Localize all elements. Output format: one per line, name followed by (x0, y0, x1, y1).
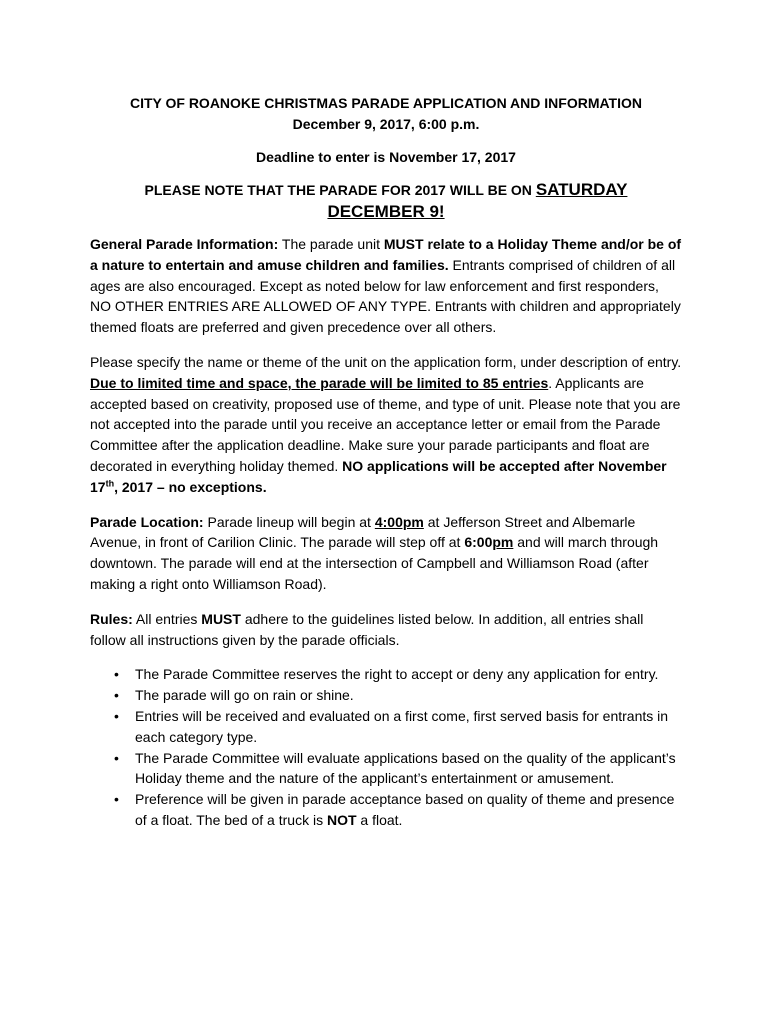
rule-text: Preference will be given in parade acceptance based on quality of theme and presence of a float. The bed of a truck is (135, 791, 675, 828)
document-title (90, 93, 682, 135)
no-applications-text: NO applications will be accepted after November 17 (90, 457, 667, 495)
bullet-icon: • (114, 666, 119, 683)
notice-date: DECEMBER 9! (327, 202, 445, 221)
step-off-time: 6:00 (464, 534, 493, 551)
specify-text-1: Please specify the name or theme of the unit on the application form, under description of entry. (90, 353, 682, 370)
rules-list (90, 664, 682, 830)
location-text-1: Parade lineup will begin at (203, 513, 375, 530)
location-text-3: and will march through downtown. The parade will end at the intersection of Campbell and Williamson Road (after making a right onto Williamson Road). (90, 534, 659, 592)
location-label: Parade Location: (90, 513, 204, 530)
superscript-th: th (105, 478, 115, 489)
rules-paragraph (90, 609, 682, 651)
list-item (114, 748, 682, 790)
title-line: CITY OF ROANOKE CHRISTMAS PARADE APPLICATION AND INFORMATION (129, 95, 643, 111)
rule-text-end: a float. (356, 811, 403, 828)
deadline-line: Deadline to enter is November 17, 2017 (256, 149, 516, 165)
general-text-1: The parade unit (278, 236, 384, 252)
rule-text: The Parade Committee will evaluate applications based on the quality of the applicant’s Holiday theme and the nature of the applicant’s entertainment or amusement. (135, 749, 676, 787)
list-item (114, 664, 682, 685)
rule-text: The Parade Committee reserves the right to accept or deny any application for entry. (135, 666, 659, 683)
general-info-label: General Parade Information: (90, 236, 279, 252)
entry-limit-text: Due to limited time and space, the parade will be limited to 85 entries (90, 374, 549, 391)
bullet-icon: • (114, 707, 119, 724)
location-paragraph (90, 512, 682, 595)
specify-paragraph (90, 352, 682, 498)
parade-date: December 9, 2017, 6:00 p.m. (292, 116, 480, 132)
notice-day: SATURDAY (535, 180, 628, 199)
step-off-pm: pm (492, 534, 514, 551)
rule-not-emphasis: NOT (326, 811, 357, 828)
bullet-icon: • (114, 791, 119, 808)
list-item (114, 789, 682, 831)
rules-must: MUST (201, 610, 241, 627)
saturday-notice (90, 180, 682, 224)
specify-text-2: . Applicants are accepted based on creativity, proposed use of theme, and type of unit. Please note that you are not accepted into the parade until you receive an acceptance letter or email from the Parade Committee after the application deadline. Make sure your parade participants and float are decorated in everything holiday themed. (90, 374, 681, 474)
general-text-2: Entrants comprised of children of all ages are also encouraged. Except as noted below for law enforcement and first responders, NO OTHER ENTRIES ARE ALLOWED OF ANY TYPE. Entrants with children and appropriately themed floats are preferred and given precedence over all others. (90, 256, 681, 336)
document-page (90, 93, 682, 831)
notice-prefix: PLEASE NOTE THAT THE PARADE FOR 2017 WILL BE ON (144, 182, 536, 198)
general-info-paragraph (90, 234, 682, 338)
lineup-time: 4:00pm (374, 513, 424, 530)
rule-text: The parade will go on rain or shine. (135, 687, 354, 704)
bullet-icon: • (114, 687, 119, 704)
list-item (114, 685, 682, 706)
location-text-2: at Jefferson Street and Albemarle Avenue, in front of Carilion Clinic. The parade will step off at (90, 513, 636, 551)
rule-text: Entries will be received and evaluated on a first come, first served basis for entrants in each category type. (135, 707, 669, 745)
bullet-icon: • (114, 749, 119, 766)
list-item (114, 706, 682, 748)
no-exceptions-text: , 2017 – no exceptions. (114, 478, 267, 495)
general-must-text: MUST relate to a Holiday Theme and/or be of a nature to entertain and amuse children and families. (90, 236, 682, 273)
rules-text-1: All entries (132, 610, 202, 627)
rules-label: Rules: (90, 610, 133, 627)
rules-text-2: adhere to the guidelines listed below. In addition, all entries shall follow all instructions given by the parade officials. (90, 610, 644, 648)
